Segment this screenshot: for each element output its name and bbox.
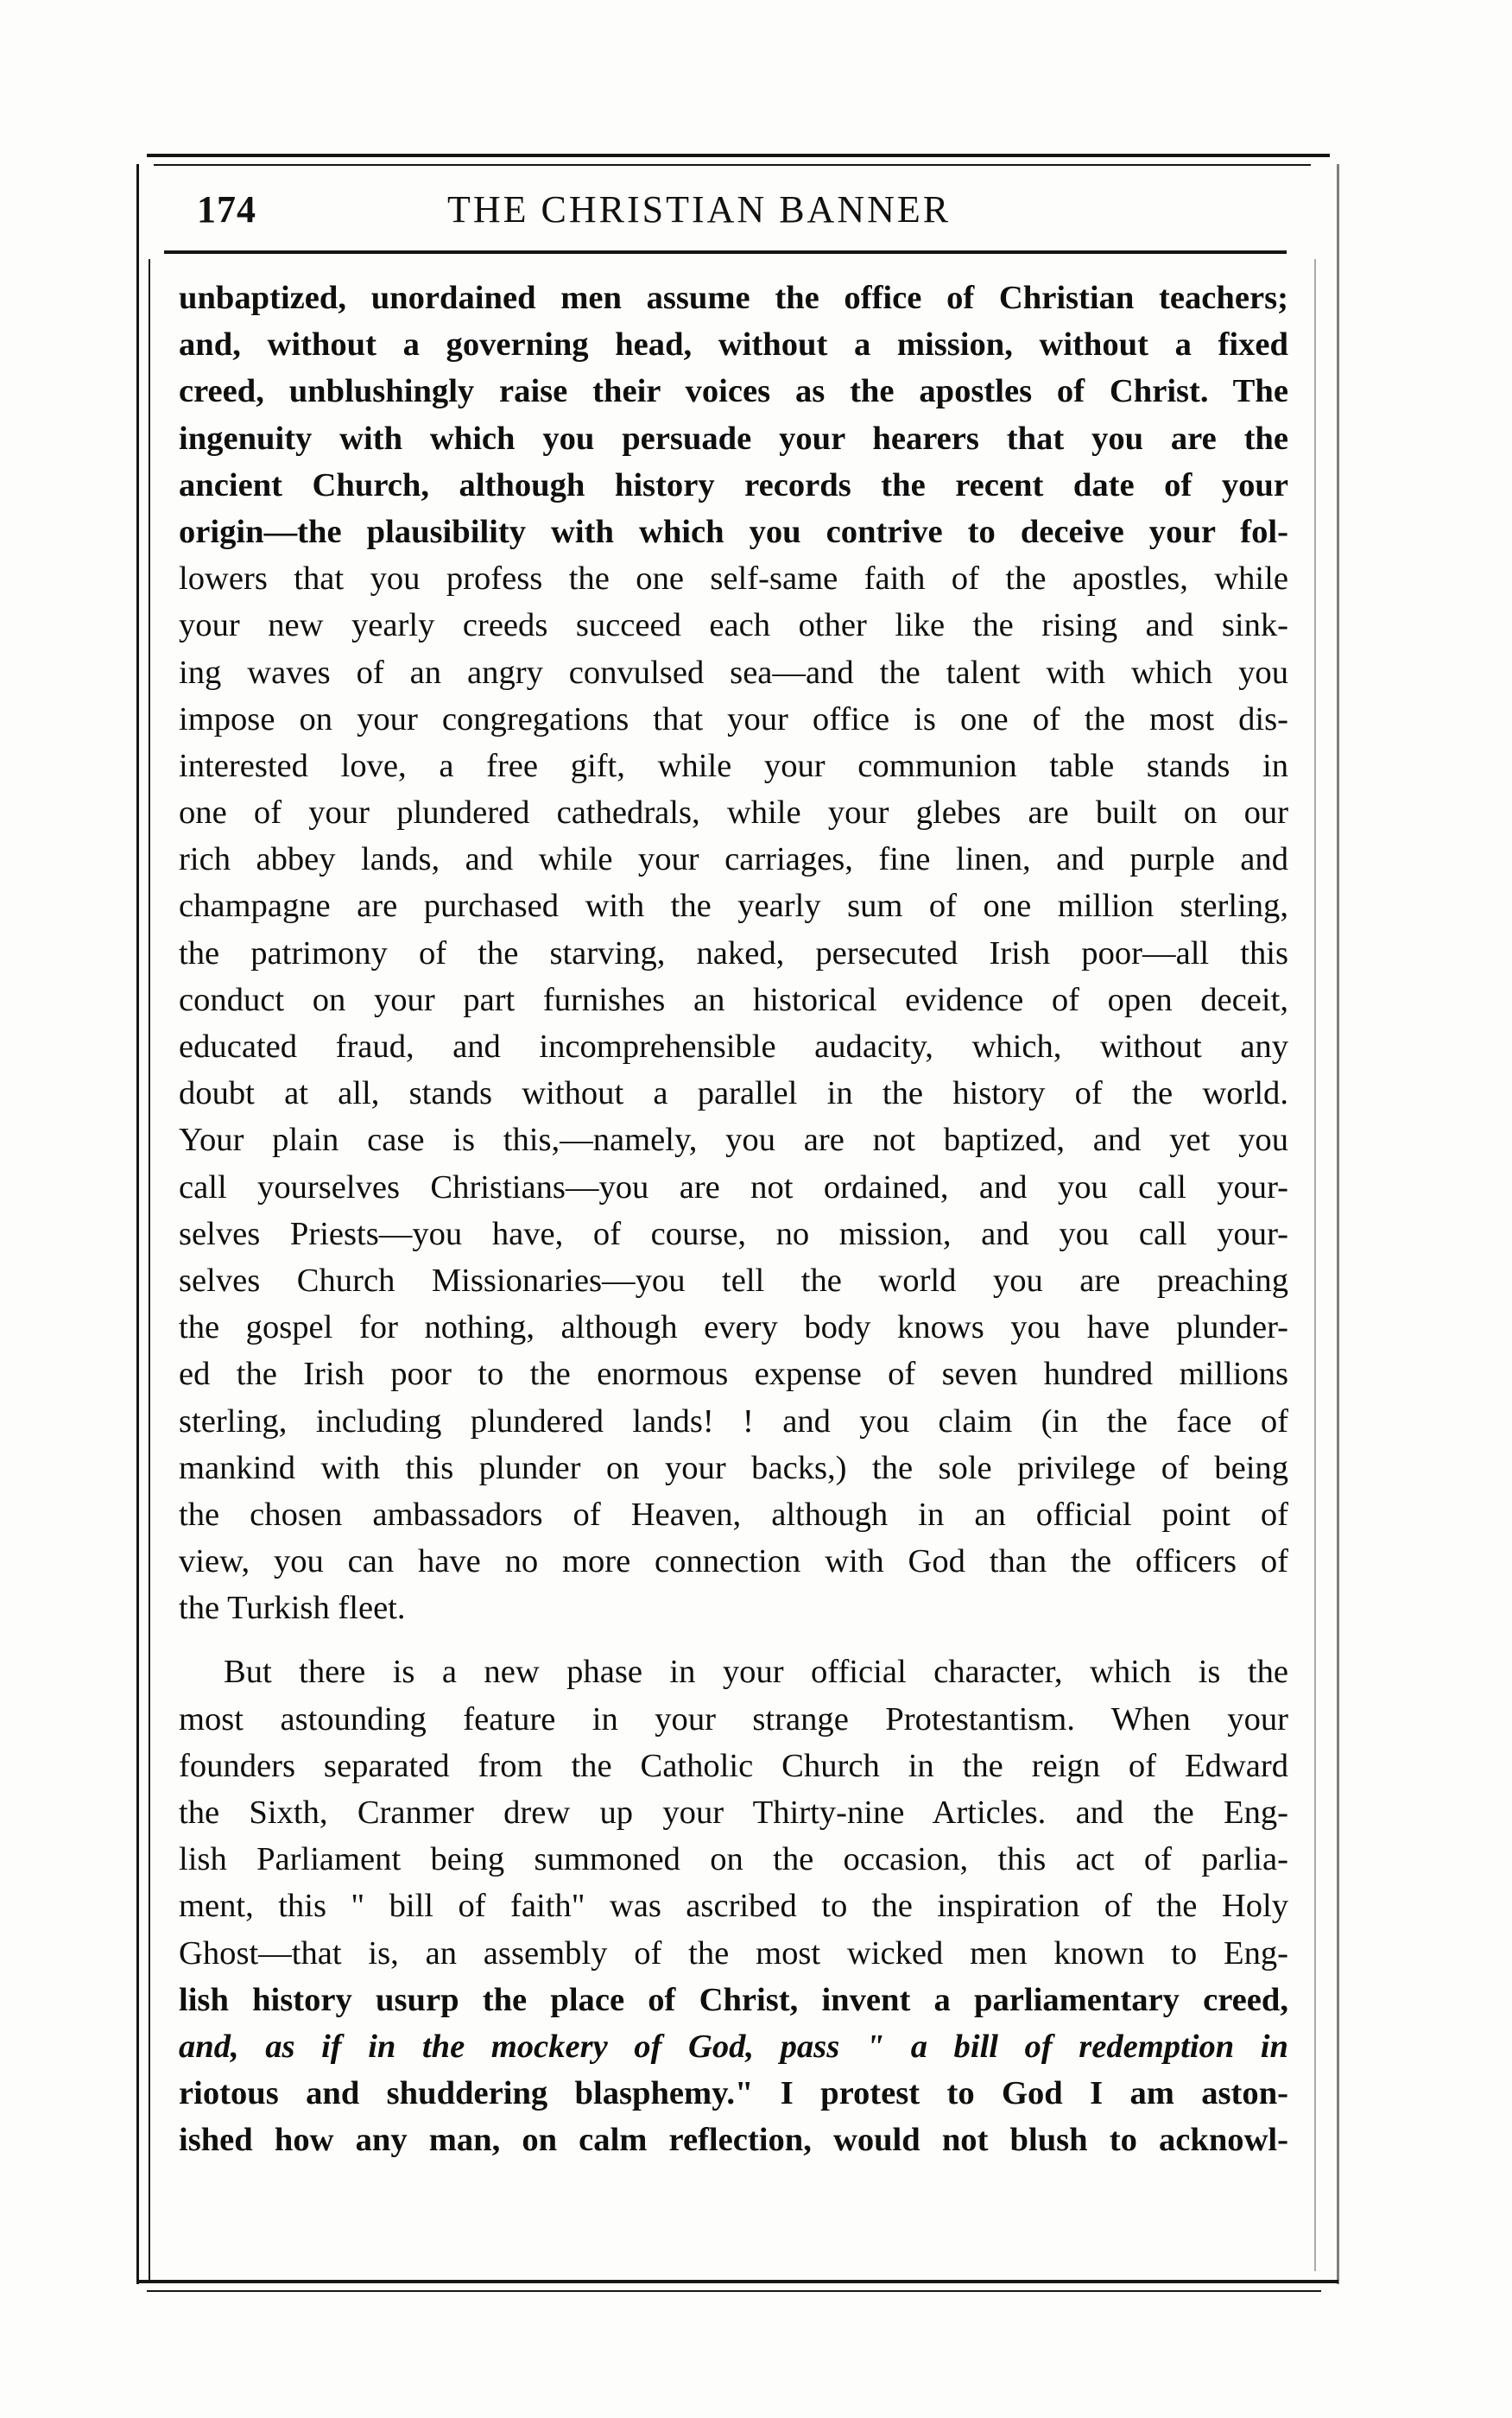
text-line: ing waves of an angry convulsed sea—and the talent with which you [179, 654, 1288, 691]
text-line: call yourselves Christians—you are not ordained, and you call your- [179, 1168, 1288, 1206]
text-line: Ghost—that is, an assembly of the most wicked men known to Eng- [179, 1934, 1288, 1972]
text-line: the Sixth, Cranmer drew up your Thirty-nine Articles. and the Eng- [179, 1795, 1288, 1831]
text-line: origin—the plausibility with which you contrive to deceive your fol- [179, 513, 1288, 550]
text-line: impose on your congregations that your office is one of the most dis- [179, 700, 1288, 737]
text-line: But there is a new phase in your official character, which is the [224, 1654, 1288, 1691]
text-line: the gospel for nothing, although every body knows you have plunder- [179, 1309, 1288, 1346]
text-line: the Turkish fleet. [179, 1590, 406, 1627]
paragraph-1 [179, 275, 1288, 1631]
right-border-rule [1337, 164, 1339, 2284]
text-line: selves Church Missionaries—you tell the world you are preaching [179, 1262, 1288, 1299]
running-title: THE CHRISTIAN BANNER [447, 188, 952, 231]
text-line: view, you can have no more connection with God than the officers of [179, 1543, 1288, 1580]
paragraph-2 [179, 1649, 1288, 2163]
text-line: ed the Irish poor to the enormous expense of seven hundred millions [179, 1356, 1288, 1393]
text-line: rich abbey lands, and while your carriages, fine linen, and purple and [179, 841, 1288, 878]
text-line: the patrimony of the starving, naked, persecuted Irish poor—all this [179, 934, 1288, 972]
text-line: lowers that you profess the one self-same faith of the apostles, while [179, 560, 1288, 598]
text-line: mankind with this plunder on your backs,) the sole privilege of being [179, 1449, 1288, 1486]
text-line: founders separated from the Catholic Church in the reign of Edward [179, 1747, 1288, 1784]
text-line: the chosen ambassadors of Heaven, although in an official point of [179, 1496, 1288, 1533]
text-line: creed, unblushingly raise their voices as the apostles of Christ. The [179, 373, 1288, 410]
right-border-rule-inner [1314, 259, 1316, 2271]
left-border-rule-inner [149, 259, 150, 2280]
bottom-border-rule [138, 2280, 1338, 2283]
left-border-rule [136, 164, 139, 2284]
body-text [179, 275, 1288, 2164]
page-number: 174 [197, 188, 256, 231]
text-line: most astounding feature in your strange Protestantism. When your [179, 1700, 1288, 1738]
text-line: lish Parliament being summoned on the occasion, this act of parlia- [179, 1841, 1288, 1878]
text-line: ment, this " bill of faith" was ascribed to the inspiration of the Holy [179, 1888, 1288, 1925]
text-line: and, as if in the mockery of God, pass " a bill of redemption in [179, 2028, 1288, 2065]
top-border-rule [147, 154, 1330, 157]
text-line: interested love, a free gift, while your communion table stands in [179, 747, 1288, 784]
text-line: your new yearly creeds succeed each other like the rising and sink- [179, 607, 1288, 644]
text-line: ished how any man, on calm reflection, would not blush to acknowl- [179, 2122, 1288, 2159]
text-line: unbaptized, unordained men assume the office of Christian teachers; [179, 280, 1288, 316]
text-line: ingenuity with which you persuade your hearers that you are the [179, 420, 1288, 457]
text-line: sterling, including plundered lands! ! and you claim (in the face of [179, 1402, 1288, 1440]
text-line: one of your plundered cathedrals, while your glebes are built on our [179, 794, 1288, 832]
text-line: conduct on your part furnishes an historical evidence of open deceit, [179, 981, 1288, 1018]
text-line: selves Priests—you have, of course, no mission, and you call your- [179, 1215, 1288, 1252]
header-underline-rule [164, 250, 1287, 254]
paragraph-gap [179, 1631, 1288, 1649]
text-line: doubt at all, stands without a parallel in the history of the world. [179, 1075, 1288, 1112]
text-line: ancient Church, although history records the recent date of your [179, 466, 1288, 503]
text-line: and, without a governing head, without a mission, without a fixed [179, 326, 1288, 364]
text-line: lish history usurp the place of Christ, invent a parliamentary creed, [179, 1981, 1288, 2018]
bottom-border-rule-inner [147, 2290, 1321, 2292]
text-line: champagne are purchased with the yearly sum of one million sterling, [179, 888, 1288, 925]
page-header [197, 177, 1294, 246]
text-line: Your plain case is this,—namely, you are not baptized, and yet you [179, 1122, 1288, 1159]
text-line: educated fraud, and incomprehensible audacity, which, without any [179, 1029, 1288, 1065]
text-line: riotous and shuddering blasphemy." I protest to God I am aston- [179, 2075, 1288, 2112]
top-border-rule-inner [154, 164, 1311, 166]
